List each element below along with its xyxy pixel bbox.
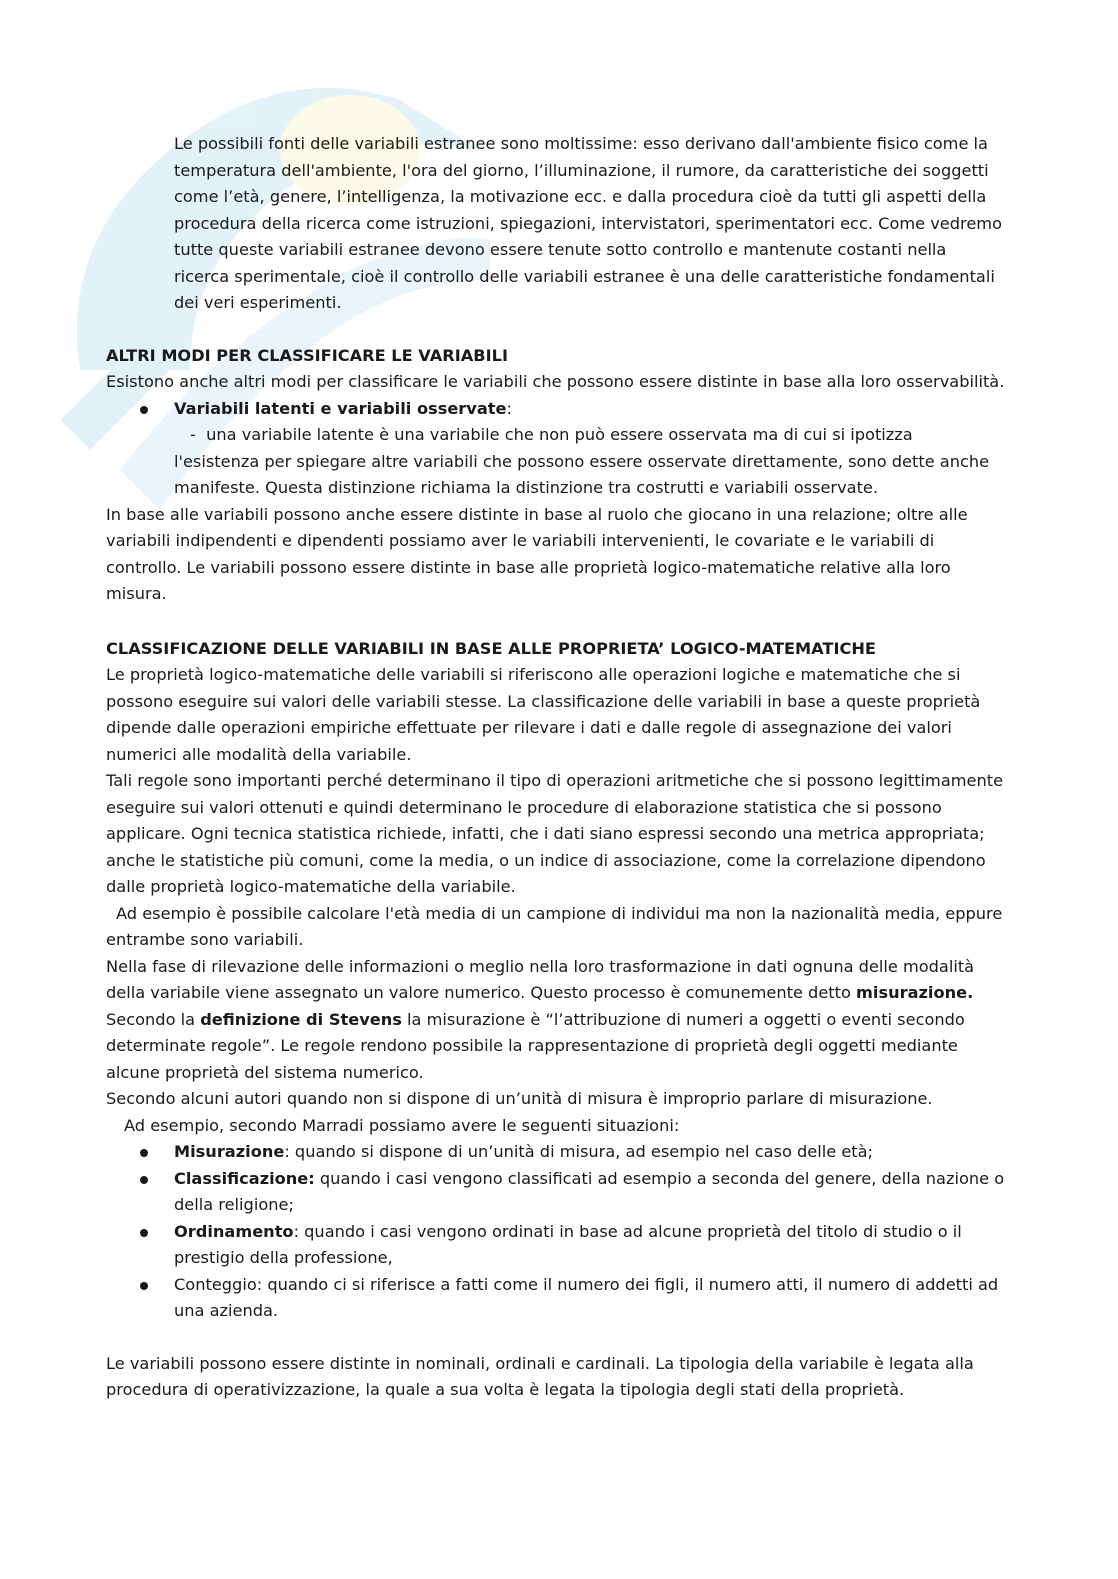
section2-paragraph-3: Ad esempio è possibile calcolare l'età media di un campione di individui ma non la nazionalità media, eppure entrambe sono variabili. [106,903,1003,949]
list-item-text: : quando i casi vengono ordinati in base ad alcune proprietà del titolo di studio o il prestigio della professione, [174,1221,962,1267]
bullet-icon [140,1229,148,1237]
section2-paragraph-6: Secondo alcuni autori quando non si dispone di un’unità di misura è improprio parlare di misurazione. [106,1089,933,1108]
bullet-icon [140,1282,148,1290]
latent-variables-list [106,396,1006,423]
section-title-classificazione: CLASSIFICAZIONE DELLE VARIABILI IN BASE ALLE PROPRIETA’ LOGICO-MATEMATICHE [106,638,876,658]
bullet-icon [140,406,148,414]
list-item-text: quando i casi vengono classificati ad esempio a seconda del genere, della nazione o della religione; [174,1168,1005,1214]
intro-paragraph: Le possibili fonti delle variabili estranee sono moltissime: esso derivano dall'ambiente fisico come la temperatura dell'ambiente, l'ora del giorno, l’illuminazione, il rumore, da caratteristiche dei soggetti come l’età, genere, l’intelligenza, la motivazione ecc. e dalla procedura cioè da tutti gli aspetti della procedura della ricerca come istruzioni, spiegazioni, intervistatori, sperimentatori ecc. Come vedremo tutte queste variabili estranee devono essere tenute sotto controllo e mantenute costanti nella ricerca sperimentale, cioè il controllo delle variabili estranee è una delle caratteristiche fondamentali dei veri esperimenti. [174,134,1002,312]
section2-paragraph-7: Ad esempio, secondo Marradi possiamo avere le seguenti situazioni: [124,1115,680,1135]
section2-paragraph-5 [106,1007,1006,1087]
bullet-colon: : [506,398,512,418]
list-item [106,396,1006,423]
bullet-icon [140,1149,148,1157]
dash-icon: - [190,425,196,444]
section1-closing: In base alle variabili possono anche essere distinte in base al ruolo che giocano in una relazione; oltre alle variabili indipendenti e dipendenti possiamo aver le variabili intervenienti, le covariate e le variabili di controllo. Le variabili possono essere distinte in base alle proprietà logico-matematiche relative alla loro misura. [106,504,968,603]
list-item [106,1139,1006,1166]
list-item-text: : quando si dispone di un’unità di misura, ad esempio nel caso delle età; [284,1142,874,1161]
section2-paragraph-1: Le proprietà logico-matematiche delle variabili si riferiscono alle operazioni logiche e matematiche che si possono eseguire sui valori delle variabili stesse. La classificazione delle variabili in base a queste proprietà dipende dalle operazioni empiriche effettuate per rilevare i dati e dalle regole di assegnazione dei valori numerici alle modalità della variabile. [106,665,981,764]
sub-item-text: una variabile latente è una variabile che non può essere osservata ma di cui si ipotizza [206,425,913,444]
list-item-title: Classificazione: [174,1168,315,1188]
paragraph-text: la misurazione è “l’attribuzione di numeri a oggetti o eventi secondo determinate regole”. Le regole rendono possibile la rappresentazione di proprietà degli oggetti mediante alcune proprietà del sistema numerico. [106,1009,965,1082]
section2-closing: Le variabili possono essere distinte in nominali, ordinali e cardinali. La tipologia della variabile è legata alla procedura di operativizzazione, la quale a sua volta è legata la tipologia degli stati della proprietà. [106,1353,974,1399]
paragraph-text: Secondo la [106,1009,201,1029]
bullet-title: Variabili latenti e variabili osservate [174,398,507,418]
section2-paragraph-4 [106,954,1006,1007]
document-page [106,131,1006,1404]
list-item-title: Misurazione [174,1142,285,1161]
sub-item-first-line [106,422,1006,449]
section2-paragraph-2: Tali regole sono importanti perché determinano il tipo di operazioni aritmetiche che si possono legittimamente eseguire sui valori ottenuti e quindi determinano le procedure di elaborazione statistica che si possono applicare. Ogni tecnica statistica richiede, infatti, che i dati siano espressi secondo una metrica appropriata; anche le statistiche più comuni, come la media, o un indice di associazione, come la correlazione dipendono dalle proprietà logico-matematiche della variabile. [106,771,1004,896]
marradi-situations-list [106,1139,1006,1325]
section-title-altri-modi: ALTRI MODI PER CLASSIFICARE LE VARIABILI [106,345,508,365]
bold-term-stevens: definizione di Stevens [200,1009,402,1029]
list-item-text: Conteggio: quando ci si riferisce a fatti come il numero dei figli, il numero atti, il numero di addetti ad una azienda. [174,1274,999,1320]
paragraph-text: Nella fase di rilevazione delle informazioni o meglio nella loro trasformazione in dati ognuna delle modalità della variabile viene assegnato un valore numerico. Questo processo è comunemente detto [106,956,975,1002]
list-item [106,1166,1006,1219]
section1-intro: Esistono anche altri modi per classificare le variabili che possono essere distinte in base alla loro osservabilità. [106,372,1005,391]
bold-term-misurazione: misurazione. [856,983,974,1002]
list-item [106,1219,1006,1272]
list-item-title: Ordinamento [174,1221,294,1241]
bullet-icon [140,1176,148,1184]
list-item [106,1272,1006,1325]
sub-item-continuation: l'esistenza per spiegare altre variabili che possono essere osservate direttamente, sono dette anche manifeste. Questa distinzione richiama la distinzione tra costrutti e variabili osservate. [174,451,990,497]
